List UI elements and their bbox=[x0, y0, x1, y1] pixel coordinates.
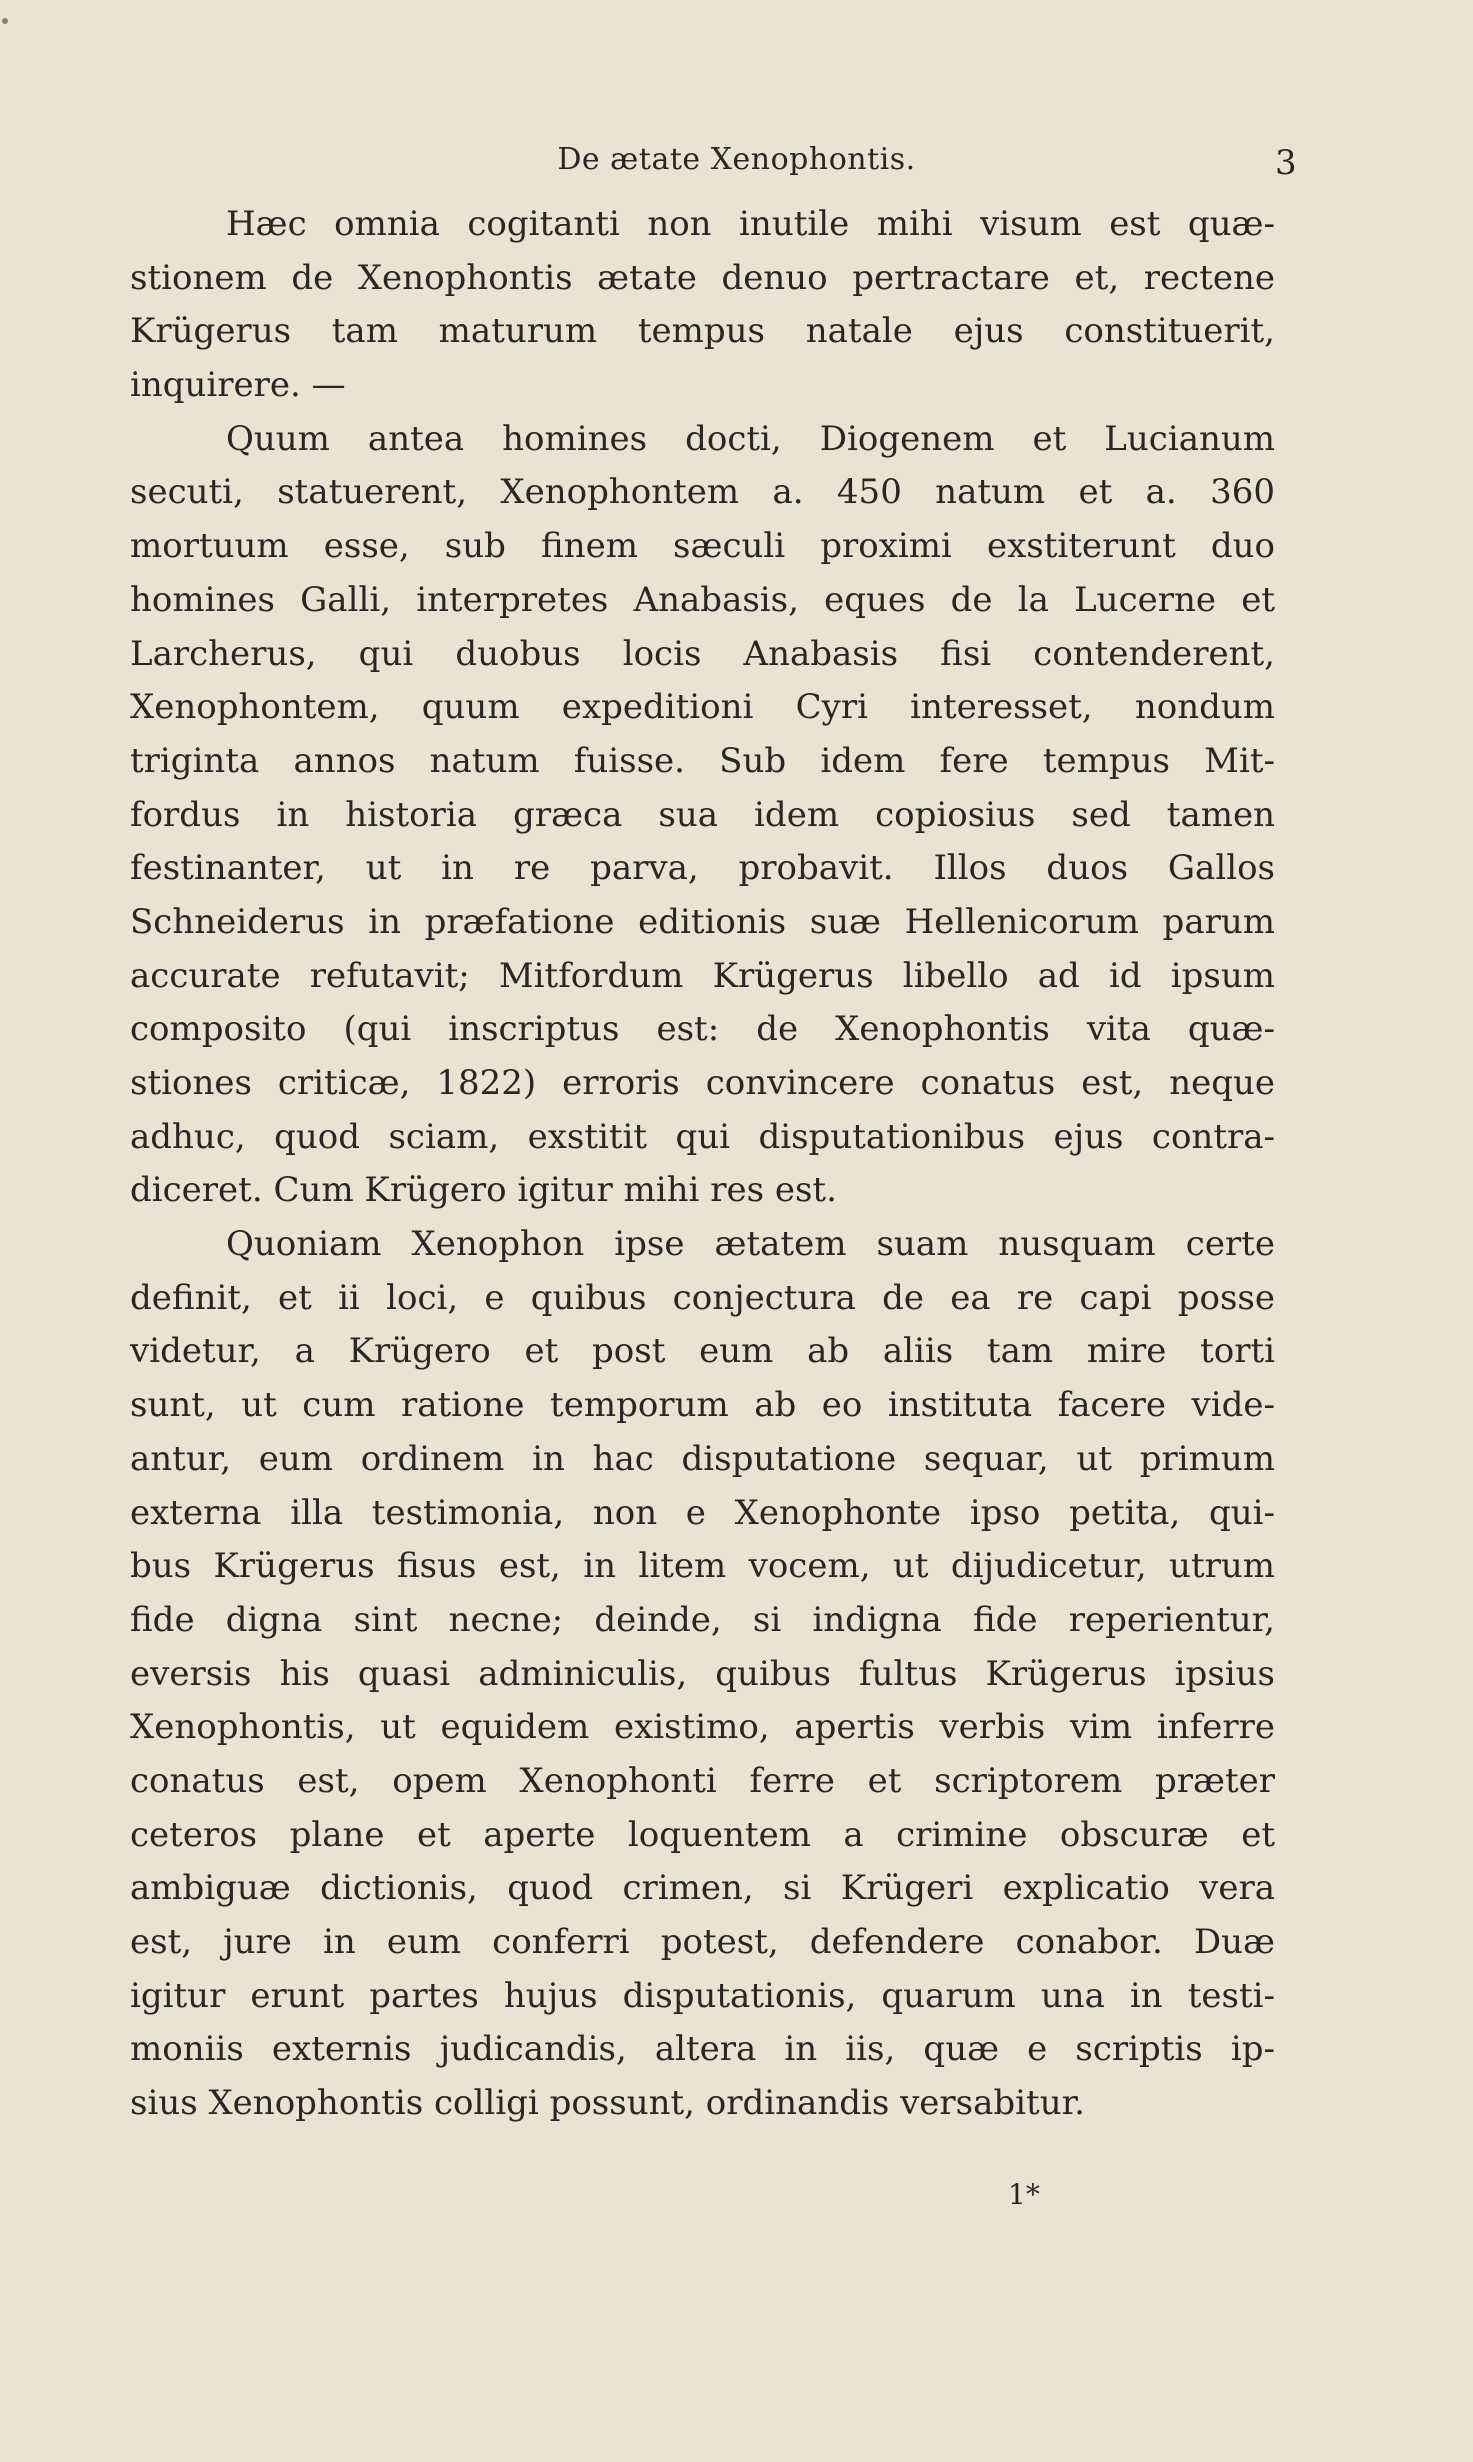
running-header-title: De ætate Xenophontis. bbox=[557, 142, 916, 177]
text-line: sunt, ut cum ratione temporum ab eo instituta facere vide- bbox=[130, 1385, 1275, 1426]
text-line: sius Xenophontis colligi possunt, ordinandis versabitur. bbox=[130, 2083, 1085, 2124]
page-number: 3 bbox=[1275, 143, 1297, 183]
text-line: Hæc omnia cogitanti non inutile mihi visum est quæ- bbox=[226, 204, 1275, 244]
text-line: composito (qui inscriptus est: de Xenophontis vita quæ- bbox=[130, 1009, 1275, 1050]
text-line: eversis his quasi adminiculis, quibus fultus Krügerus ipsius bbox=[130, 1653, 1275, 1694]
text-line: igitur erunt partes hujus disputationis, quarum una in testi- bbox=[130, 1975, 1275, 2016]
text-line: Krügerus tam maturum tempus natale ejus constituerit, bbox=[130, 311, 1275, 352]
text-line: accurate refutavit; Mitfordum Krügerus libello ad id ipsum bbox=[130, 955, 1275, 996]
text-line: mortuum esse, sub finem sæculi proximi exstiterunt duo bbox=[130, 526, 1275, 567]
text-line: est, jure in eum conferri potest, defendere conabor. Duæ bbox=[130, 1922, 1275, 1962]
edge-mark bbox=[2, 18, 8, 24]
text-line: fordus in historia græca sua idem copiosius sed tamen bbox=[130, 794, 1275, 835]
text-line: videtur, a Krügero et post eum ab aliis tam mire torti bbox=[130, 1331, 1275, 1372]
text-line: diceret. Cum Krügero igitur mihi res est. bbox=[130, 1170, 837, 1211]
text-line: adhuc, quod sciam, exstitit qui disputationibus ejus contra- bbox=[130, 1116, 1275, 1157]
text-line: festinanter, ut in re parva, probavit. Illos duos Gallos bbox=[130, 848, 1275, 889]
text-line: fide digna sint necne; deinde, si indigna fide reperientur, bbox=[130, 1599, 1275, 1640]
text-line: homines Galli, interpretes Anabasis, eques de la Lucerne et bbox=[130, 579, 1275, 620]
text-line: definit, et ii loci, e quibus conjectura de ea re capi posse bbox=[130, 1277, 1275, 1318]
text-line: antur, eum ordinem in hac disputatione sequar, ut primum bbox=[130, 1438, 1275, 1479]
text-line: secuti, statuerent, Xenophontem a. 450 natum et a. 360 bbox=[130, 472, 1275, 513]
text-line: stionem de Xenophontis ætate denuo pertractare et, rectene bbox=[130, 257, 1275, 298]
text-line: inquirere. — bbox=[130, 365, 346, 406]
signature-mark: 1* bbox=[1008, 2178, 1040, 2211]
text-line: triginta annos natum fuisse. Sub idem fere tempus Mit- bbox=[130, 740, 1275, 781]
text-line: moniis externis judicandis, altera in iis, quæ e scriptis ip- bbox=[130, 2029, 1275, 2070]
text-line: bus Krügerus fisus est, in litem vocem, ut dijudicetur, utrum bbox=[130, 1546, 1275, 1587]
text-line: Schneiderus in præfatione editionis suæ Hellenicorum parum bbox=[130, 901, 1275, 942]
text-line: stiones criticæ, 1822) erroris convincere conatus est, neque bbox=[130, 1063, 1275, 1103]
text-line: Quoniam Xenophon ipse ætatem suam nusquam certe bbox=[226, 1224, 1275, 1265]
text-line: ambiguæ dictionis, quod crimen, si Krügeri explicatio vera bbox=[130, 1868, 1275, 1909]
text-line: externa illa testimonia, non e Xenophonte ipso petita, qui- bbox=[130, 1492, 1275, 1533]
text-line: Xenophontem, quum expeditioni Cyri interesset, nondum bbox=[130, 687, 1275, 728]
body-text bbox=[130, 198, 1275, 2131]
text-line: Larcherus, qui duobus locis Anabasis fisi contenderent, bbox=[130, 633, 1275, 674]
text-line: Xenophontis, ut equidem existimo, apertis verbis vim inferre bbox=[130, 1707, 1275, 1748]
text-line: ceteros plane et aperte loquentem a crimine obscuræ et bbox=[130, 1814, 1275, 1855]
text-line: Quum antea homines docti, Diogenem et Lucianum bbox=[226, 418, 1275, 459]
text-line: conatus est, opem Xenophonti ferre et scriptorem præter bbox=[130, 1760, 1275, 1801]
